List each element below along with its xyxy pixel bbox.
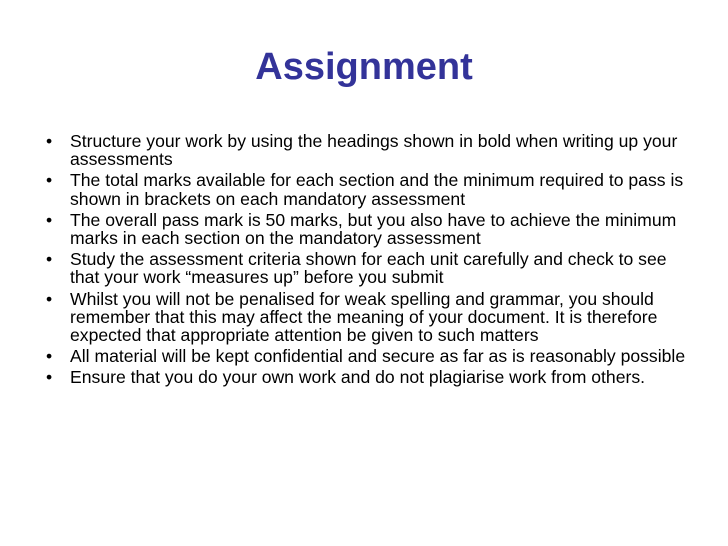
bullet-item-3 xyxy=(48,211,688,248)
bullet-dot-icon: • xyxy=(46,367,53,388)
bullet-item-1 xyxy=(48,132,688,169)
bullet-text-3: The overall pass mark is 50 marks, but you also have to achieve the minimum marks in each section on the mandatory assessment xyxy=(70,209,677,249)
bullet-item-7 xyxy=(48,368,688,386)
bullet-text-6: All material will be kept confidential and secure as far as is reasonably possible xyxy=(70,346,686,367)
bullet-item-4 xyxy=(48,250,688,287)
bullet-text-1: Structure your work by using the headings shown in bold when writing up your assessments xyxy=(70,131,678,170)
bullet-text-7: Ensure that you do your own work and do not plagiarise work from others. xyxy=(70,367,646,388)
bullet-dot-icon: • xyxy=(46,288,53,309)
bullet-text-5: Whilst you will not be penalised for weak spelling and grammar, you should remember that this may affect the meaning of your document. It is therefore expected that appropriate attention be given to such matters xyxy=(70,288,658,346)
slide-title: Assignment xyxy=(255,46,473,88)
bullet-item-2 xyxy=(48,171,688,208)
bullet-dot-icon: • xyxy=(46,249,53,270)
bullet-text-2: The total marks available for each section and the minimum required to pass is shown in brackets on each mandatory assessment xyxy=(70,170,684,209)
bullet-dot-icon: • xyxy=(46,170,53,191)
bullet-dot-icon: • xyxy=(46,131,53,151)
bullet-list xyxy=(48,132,688,389)
bullet-item-6 xyxy=(48,347,688,365)
bullet-dot-icon: • xyxy=(46,346,53,367)
bullet-item-5 xyxy=(48,290,688,345)
bullet-text-4: Study the assessment criteria shown for each unit carefully and check to see that your work “measures up” before you submit xyxy=(70,249,667,288)
bullet-dot-icon: • xyxy=(46,209,53,230)
